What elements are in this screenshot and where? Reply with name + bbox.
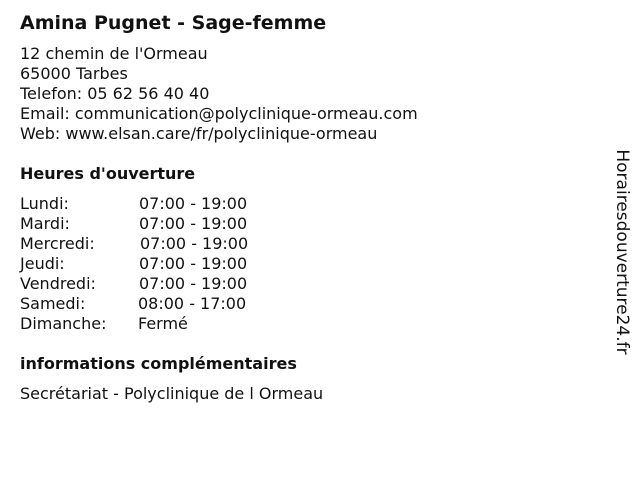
day-label: Mardi:: [20, 214, 70, 233]
hours-row: [20, 194, 320, 214]
watermark-text: Horairesdouverture24.fr: [612, 149, 632, 355]
time-value: 07:00 - 19:00: [139, 194, 248, 213]
day-label: Lundi:: [20, 194, 69, 213]
phone-number: Telefon: 05 62 56 40 40: [20, 84, 210, 103]
hours-row: [20, 254, 320, 274]
time-value: 07:00 - 19:00: [139, 274, 248, 293]
time-value: 07:00 - 19:00: [139, 214, 248, 233]
page-title: Amina Pugnet - Sage-femme: [20, 12, 327, 34]
address-block: [20, 44, 418, 144]
hours-row: [20, 314, 320, 334]
info-text: Secrétariat - Polyclinique de l Ormeau: [20, 384, 324, 403]
hours-row: [20, 294, 320, 314]
time-value: 07:00 - 19:00: [139, 254, 248, 273]
day-label: Jeudi:: [20, 254, 65, 273]
day-label: Samedi:: [20, 294, 86, 313]
opening-hours-table: [20, 194, 320, 334]
email-address: Email: communication@polyclinique-ormeau.com: [20, 104, 418, 123]
hours-row: [20, 234, 320, 254]
time-value: Fermé: [138, 314, 188, 333]
day-label: Vendredi:: [20, 274, 96, 293]
website-url: Web: www.elsan.care/fr/polyclinique-ormeau: [20, 124, 378, 143]
hours-row: [20, 214, 320, 234]
hours-row: [20, 274, 320, 294]
city-postal: 65000 Tarbes: [20, 64, 128, 83]
day-label: Mercredi:: [20, 234, 95, 253]
street-address: 12 chemin de l'Ormeau: [20, 44, 208, 63]
day-label: Dimanche:: [20, 314, 107, 333]
info-heading: informations complémentaires: [20, 354, 297, 373]
time-value: 07:00 - 19:00: [140, 234, 249, 253]
time-value: 08:00 - 17:00: [138, 294, 247, 313]
hours-heading: Heures d'ouverture: [20, 164, 196, 183]
